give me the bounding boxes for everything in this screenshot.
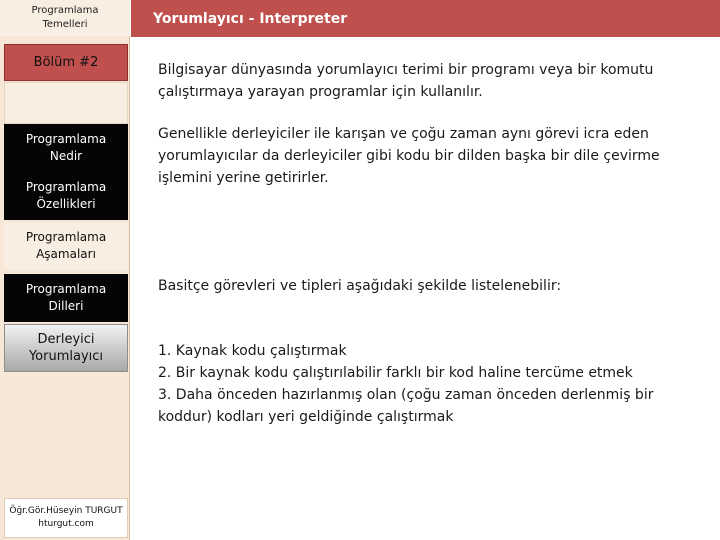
- sidebar-item-derleyici-yorumlayici[interactable]: [4, 324, 128, 372]
- sidebar-item-label: Programlama: [25, 282, 107, 296]
- sidebar-item-asamalari[interactable]: [4, 222, 128, 270]
- sidebar-item-label: Nedir: [49, 149, 83, 163]
- sidebar-item-label: Programlama: [25, 230, 107, 244]
- paragraph-comparison: Genellikle derleyiciler ile karışan ve çoğu zaman aynı görevi icra eden yorumlayıcılar da derleyiciler gibi kodu bir dilden başka bir dile çevirme işlemini yerine getirirler.: [158, 126, 660, 186]
- sidebar-item-label: Aşamaları: [36, 247, 96, 261]
- list-item: 3. Daha önceden hazırlanmış olan (çoğu zaman önceden derlenmiş bir koddur) kodları yeri geldiğinde çalıştırmak: [158, 387, 654, 425]
- sidebar-item-label: Programlama: [25, 180, 107, 194]
- paragraph-definition: Bilgisayar dünyasında yorumlayıcı terimi bir programı veya bir komutu çalıştırmaya yarayan programlar için kullanılır.: [158, 62, 654, 100]
- course-title: [0, 0, 130, 36]
- sidebar-item-label: Programlama: [25, 132, 107, 146]
- sidebar-item-label: Dilleri: [48, 299, 84, 313]
- sidebar-item-ozellikleri[interactable]: [4, 172, 128, 220]
- sidebar-item-label: Özellikleri: [36, 197, 96, 211]
- sidebar-item-dilleri[interactable]: [4, 274, 128, 322]
- course-title-line2: Temelleri: [42, 19, 88, 30]
- chapter-label: Bölüm #2: [4, 44, 128, 81]
- paragraph-intro-list: Basitçe görevleri ve tipleri aşağıdaki şekilde listelenebilir:: [158, 278, 562, 294]
- author-name: Öğr.Gör.Hüseyin TURGUT: [9, 506, 123, 516]
- page-title-bar: [131, 0, 720, 37]
- list-item: 2. Bir kaynak kodu çalıştırılabilir farklı bir kod haline tercüme etmek: [158, 365, 633, 381]
- task-list: [158, 340, 688, 428]
- page-title: Yorumlayıcı - Interpreter: [153, 10, 348, 27]
- sidebar-spacer: [4, 82, 128, 124]
- author-website: hturgut.com: [38, 519, 94, 529]
- sidebar-item-label: Derleyici: [37, 332, 95, 347]
- course-title-line1: Programlama: [31, 5, 99, 16]
- list-item: 1. Kaynak kodu çalıştırmak: [158, 343, 347, 359]
- sidebar-item-label: Yorumlayıcı: [28, 349, 104, 364]
- sidebar: [0, 0, 130, 540]
- author-footer: [4, 498, 128, 538]
- sidebar-item-nedir[interactable]: [4, 124, 128, 172]
